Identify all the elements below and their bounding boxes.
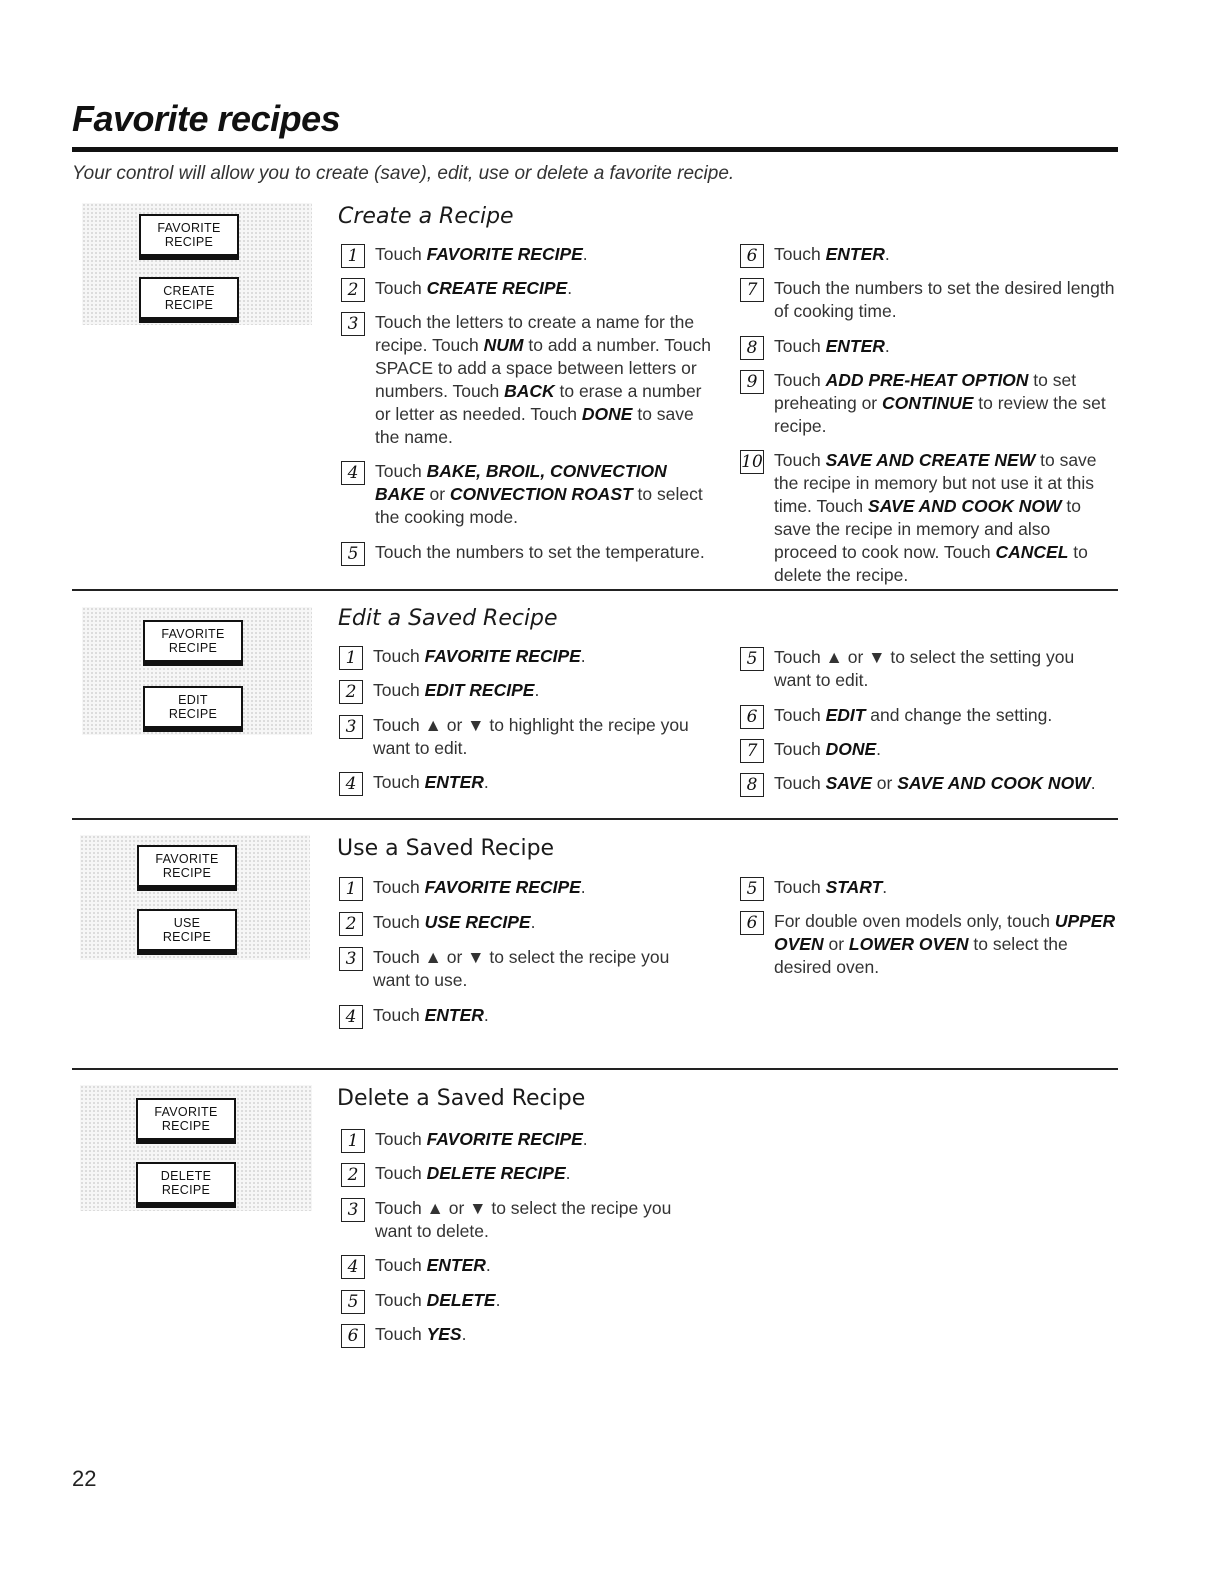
step-text: Touch ADD PRE-HEAT OPTION to set preheating or CONTINUE to review the set recipe.	[774, 370, 1106, 436]
delete-step-3	[341, 1197, 686, 1243]
delete-step-4	[341, 1254, 711, 1279]
edit-step-7	[740, 738, 1110, 763]
section-divider	[72, 1068, 1118, 1070]
create-step-9	[740, 369, 1115, 438]
step-text: Touch ENTER.	[375, 1255, 491, 1275]
step-text: Touch ▲ or ▼ to select the recipe you want to delete.	[375, 1198, 672, 1241]
step-text: Touch ▲ or ▼ to select the setting you want to edit.	[774, 647, 1075, 690]
step-number-box: 8	[740, 773, 764, 797]
delete-recipe-heading: Delete a Saved Recipe	[337, 1086, 586, 1111]
button-label-line2: RECIPE	[164, 235, 214, 249]
button-label-line2: RECIPE	[162, 930, 212, 944]
favorite-recipe-button[interactable]	[137, 845, 237, 891]
step-text: Touch the letters to create a name for the recipe. Touch NUM to add a number. Touch SPACE to add a space between letters or numbers. Touch BACK to erase a number or letter as needed. Touch DONE to save the name.	[375, 312, 711, 447]
step-number-box: 7	[740, 278, 764, 302]
delete-recipe-button[interactable]	[136, 1162, 236, 1208]
edit-step-1	[339, 645, 709, 670]
step-number-box: 3	[341, 312, 365, 336]
edit-step-4	[339, 771, 709, 796]
button-label-line1: FAVORITE	[154, 1105, 218, 1119]
step-number-box: 2	[339, 912, 363, 936]
step-number-box: 1	[339, 646, 363, 670]
step-text: Touch FAVORITE RECIPE.	[373, 646, 586, 666]
create-step-2	[341, 277, 711, 302]
step-number-box: 3	[339, 947, 363, 971]
step-text: Touch ENTER.	[774, 244, 890, 264]
button-label-line2: RECIPE	[162, 866, 212, 880]
step-number-box: 4	[339, 1005, 363, 1029]
step-number-box: 3	[339, 715, 363, 739]
step-text: Touch ENTER.	[373, 772, 489, 792]
step-number-box: 8	[740, 336, 764, 360]
favorite-recipe-button[interactable]	[139, 214, 239, 260]
page-title: Favorite recipes	[72, 98, 341, 139]
edit-recipe-heading: Edit a Saved Recipe	[338, 606, 558, 631]
create-step-10	[740, 449, 1115, 587]
step-number-box: 6	[740, 911, 764, 935]
section-divider	[72, 818, 1118, 820]
step-number-box: 5	[341, 542, 365, 566]
step-text: Touch DONE.	[774, 739, 881, 759]
step-number-box: 6	[740, 244, 764, 268]
step-number-box: 2	[341, 278, 365, 302]
step-number-box: 1	[339, 877, 363, 901]
step-number-box: 4	[341, 461, 365, 485]
create-step-8	[740, 335, 1115, 360]
create-step-6	[740, 243, 1115, 268]
delete-step-6	[341, 1323, 711, 1348]
step-number-box: 3	[341, 1198, 365, 1222]
step-text: Touch the numbers to set the temperature.	[375, 542, 705, 562]
step-number-box: 7	[740, 739, 764, 763]
step-text: For double oven models only, touch UPPER OVEN or LOWER OVEN to select the desired oven.	[774, 911, 1116, 977]
use-recipe-heading: Use a Saved Recipe	[337, 836, 555, 861]
step-text: Touch FAVORITE RECIPE.	[373, 877, 586, 897]
step-number-box: 6	[740, 705, 764, 729]
step-text: Touch SAVE or SAVE AND COOK NOW.	[774, 773, 1096, 793]
use-step-3	[339, 946, 684, 992]
step-number-box: 6	[341, 1324, 365, 1348]
step-text: Touch FAVORITE RECIPE.	[375, 244, 588, 264]
button-label-line2: RECIPE	[161, 1183, 211, 1197]
button-label-line1: CREATE	[163, 284, 215, 298]
edit-step-3	[339, 714, 709, 760]
step-text: Touch ▲ or ▼ to highlight the recipe you want to edit.	[373, 715, 689, 758]
delete-step-5	[341, 1289, 711, 1314]
page-subtitle: Your control will allow you to create (save), edit, use or delete a favorite recipe.	[72, 163, 735, 184]
step-number-box: 5	[740, 647, 764, 671]
favorite-recipe-button[interactable]	[143, 620, 243, 666]
step-number-box: 1	[341, 244, 365, 268]
step-text: Touch FAVORITE RECIPE.	[375, 1129, 588, 1149]
button-label-line1: FAVORITE	[161, 627, 225, 641]
step-number-box: 10	[740, 450, 764, 474]
button-label-line2: RECIPE	[168, 707, 218, 721]
button-label-line1: FAVORITE	[155, 852, 219, 866]
step-text: Touch ▲ or ▼ to select the recipe you want to use.	[373, 947, 670, 990]
favorite-recipe-button[interactable]	[136, 1098, 236, 1144]
step-number-box: 5	[341, 1290, 365, 1314]
page-number: 22	[72, 1466, 97, 1491]
button-label-line1: DELETE	[160, 1169, 212, 1183]
button-label-line1: USE	[173, 916, 201, 930]
edit-step-5	[740, 646, 1110, 692]
button-label-line1: EDIT	[178, 693, 208, 707]
step-text: Touch DELETE.	[375, 1290, 501, 1310]
create-recipe-button[interactable]	[139, 277, 239, 323]
step-text: Touch ENTER.	[373, 1005, 489, 1025]
edit-step-6	[740, 704, 1110, 729]
create-step-5	[341, 541, 726, 566]
create-step-4	[341, 460, 711, 529]
step-text: Touch EDIT and change the setting.	[774, 705, 1053, 725]
step-text: Touch YES.	[375, 1324, 467, 1344]
step-number-box: 2	[341, 1163, 365, 1187]
step-text: Touch USE RECIPE.	[373, 912, 536, 932]
use-step-2	[339, 911, 709, 936]
step-text: Touch DELETE RECIPE.	[375, 1163, 571, 1183]
step-number-box: 1	[341, 1129, 365, 1153]
use-step-5	[740, 876, 1115, 901]
use-step-6	[740, 910, 1118, 979]
step-text: Touch CREATE RECIPE.	[375, 278, 573, 298]
button-label-line2: RECIPE	[168, 641, 218, 655]
edit-recipe-button[interactable]	[143, 686, 243, 732]
use-recipe-button[interactable]	[137, 909, 237, 955]
use-step-4	[339, 1004, 709, 1029]
step-text: Touch ENTER.	[774, 336, 890, 356]
button-label-line1: FAVORITE	[157, 221, 221, 235]
step-number-box: 5	[740, 877, 764, 901]
step-number-box: 9	[740, 370, 764, 394]
create-recipe-heading: Create a Recipe	[338, 204, 514, 229]
step-text: Touch START.	[774, 877, 888, 897]
title-rule	[72, 147, 1118, 152]
delete-step-2	[341, 1162, 711, 1187]
edit-step-8	[740, 772, 1115, 797]
section-divider	[72, 589, 1118, 591]
step-number-box: 2	[339, 680, 363, 704]
edit-step-2	[339, 679, 709, 704]
create-step-3	[341, 311, 711, 449]
step-number-box: 4	[339, 772, 363, 796]
create-step-1	[341, 243, 711, 268]
step-text: Touch BAKE, BROIL, CONVECTION BAKE or CONVECTION ROAST to select the cooking mode.	[375, 461, 703, 527]
delete-step-1	[341, 1128, 711, 1153]
create-step-7	[740, 277, 1115, 323]
button-label-line2: RECIPE	[161, 1119, 211, 1133]
step-text: Touch SAVE AND CREATE NEW to save the recipe in memory but not use it at this time. Touch SAVE AND COOK NOW to save the recipe in memory and also proceed to cook now. Touch CANCEL to delete the recipe.	[774, 450, 1097, 585]
step-text: Touch the numbers to set the desired length of cooking time.	[774, 278, 1115, 321]
button-label-line2: RECIPE	[164, 298, 214, 312]
step-number-box: 4	[341, 1255, 365, 1279]
use-step-1	[339, 876, 709, 901]
step-text: Touch EDIT RECIPE.	[373, 680, 540, 700]
